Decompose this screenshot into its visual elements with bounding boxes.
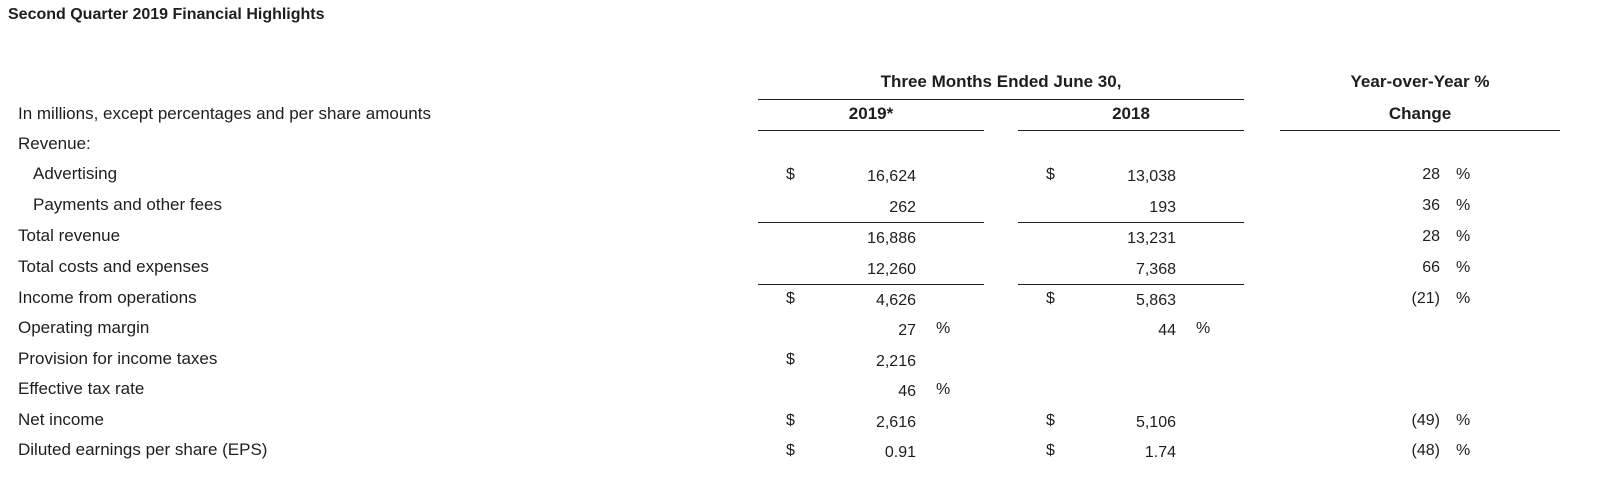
value-2018: 193 (1149, 199, 1176, 216)
currency-2019: $ (786, 166, 795, 183)
row-label: Payments and other fees (33, 195, 223, 214)
yoy-percent: % (1456, 412, 1471, 429)
yoy-change: 28 (1422, 166, 1440, 183)
yoy-percent: % (1456, 166, 1471, 183)
currency-2019: $ (786, 351, 795, 368)
currency-2019: $ (786, 412, 795, 429)
page-title: Second Quarter 2019 Financial Highlights (8, 6, 325, 23)
period-group-header: Three Months Ended June 30, (880, 72, 1122, 91)
column-header-2018: 2018 (1112, 104, 1150, 123)
yoy-change: (48) (1411, 442, 1440, 459)
currency-2019: $ (786, 442, 795, 459)
row-label: Total revenue (18, 226, 121, 245)
percent-2018: % (1196, 320, 1211, 337)
yoy-percent: % (1456, 259, 1471, 276)
value-2018: 7,368 (1135, 261, 1176, 278)
row-label: Provision for income taxes (18, 349, 218, 368)
yoy-change: 66 (1422, 259, 1440, 276)
rule-before-income-2019 (758, 284, 984, 285)
yoy-rule (1280, 130, 1560, 131)
currency-2018: $ (1046, 290, 1055, 307)
value-2018: 44 (1158, 322, 1176, 339)
row-label: Total costs and expenses (18, 257, 209, 276)
row-label: Net income (18, 410, 104, 429)
value-2019: 16,624 (867, 168, 916, 185)
row-label: Diluted earnings per share (EPS) (18, 440, 268, 459)
value-2019: 4,626 (875, 292, 916, 309)
row-label: Advertising (33, 164, 118, 183)
units-note: In millions, except percentages and per share amounts (18, 104, 431, 123)
rule-before-total-revenue-2018 (1018, 222, 1244, 223)
yoy-percent: % (1456, 197, 1471, 214)
currency-2018: $ (1046, 166, 1055, 183)
rule-before-total-revenue-2019 (758, 222, 984, 223)
row-label: Effective tax rate (18, 379, 145, 398)
column-rule-2019 (758, 130, 984, 131)
value-2019: 16,886 (867, 230, 916, 247)
currency-2019: $ (786, 290, 795, 307)
yoy-change: (49) (1411, 412, 1440, 429)
yoy-change: 28 (1422, 228, 1440, 245)
yoy-header-line1: Year-over-Year % (1350, 72, 1490, 91)
value-2018: 5,863 (1135, 292, 1176, 309)
value-2019: 262 (889, 199, 916, 216)
value-2018: 5,106 (1135, 414, 1176, 431)
value-2018: 13,038 (1127, 168, 1176, 185)
yoy-percent: % (1456, 290, 1471, 307)
period-group-rule (758, 99, 1244, 100)
column-header-2019: 2019* (848, 104, 894, 123)
row-label: Operating margin (18, 318, 150, 337)
yoy-percent: % (1456, 228, 1471, 245)
currency-2018: $ (1046, 442, 1055, 459)
yoy-change: 36 (1422, 197, 1440, 214)
row-label: Revenue: (18, 134, 91, 153)
rule-before-income-2018 (1018, 284, 1244, 285)
currency-2018: $ (1046, 412, 1055, 429)
value-2019: 2,616 (875, 414, 916, 431)
value-2019: 27 (898, 322, 916, 339)
yoy-header-line2: Change (1388, 104, 1452, 123)
value-2019: 2,216 (875, 353, 916, 370)
column-rule-2018 (1018, 130, 1244, 131)
row-label: Income from operations (18, 288, 197, 307)
value-2019: 46 (898, 383, 916, 400)
value-2018: 13,231 (1127, 230, 1176, 247)
yoy-percent: % (1456, 442, 1471, 459)
value-2018: 1.74 (1144, 444, 1176, 461)
percent-2019: % (936, 381, 951, 398)
value-2019: 12,260 (867, 261, 916, 278)
value-2019: 0.91 (884, 444, 916, 461)
percent-2019: % (936, 320, 951, 337)
yoy-change: (21) (1411, 290, 1440, 307)
